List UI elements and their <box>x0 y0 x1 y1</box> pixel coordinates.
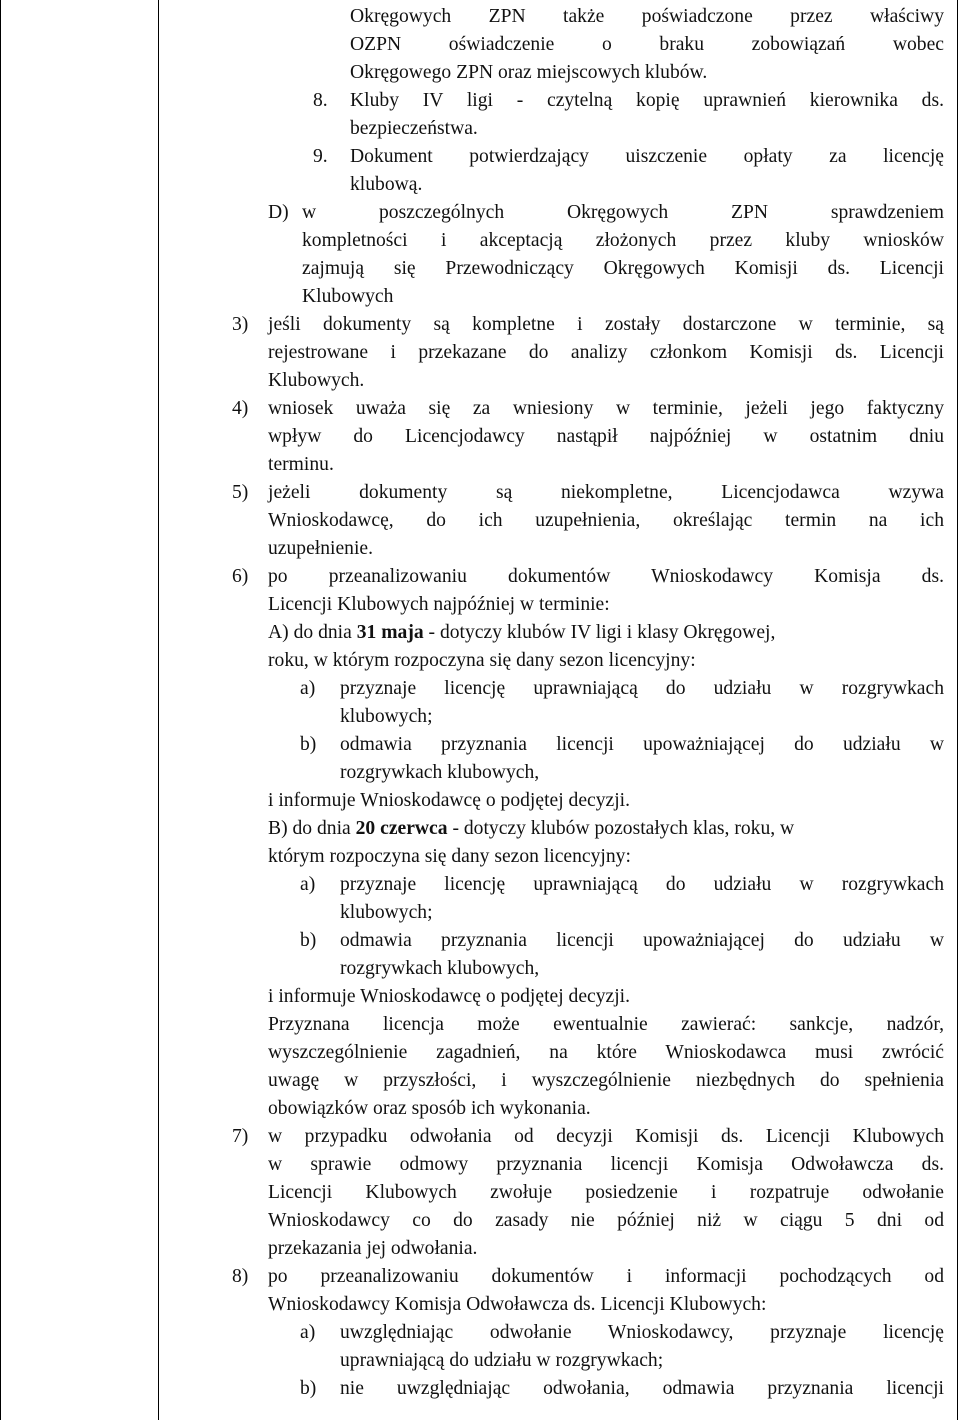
text-line: i informuje Wnioskodawcę o podjętej decyzji. <box>268 986 631 1007</box>
text-line: rozgrywkach klubowych, <box>340 958 540 979</box>
text-line: uwzględniając odwołanie Wnioskodawcy, przyznaje licencję <box>340 1322 944 1343</box>
text-line: którym rozpoczyna się dany sezon licencyjny: <box>268 846 631 867</box>
list-letter: a) <box>300 678 316 699</box>
text-line: uwagę w przyszłości, i wyszczególnienie niezbędnych do spełnienia <box>268 1070 944 1091</box>
text-line: Licencji Klubowych zwołuje posiedzenie i rozpatruje odwołanie <box>268 1182 944 1203</box>
text-line: roku, w którym rozpoczyna się dany sezon licencyjny: <box>268 650 696 671</box>
list-number: 5) <box>232 482 249 503</box>
list-letter: a) <box>300 874 316 895</box>
text-line: po przeanalizowaniu dokumentów i informacji pochodzących od <box>268 1266 944 1287</box>
text-line: wyszczególnienie zagadnień, na które Wnioskodawca musi zwrócić <box>268 1042 944 1063</box>
deadline-b-date: 20 czerwca <box>355 818 448 839</box>
deadline-b-line <box>268 815 794 843</box>
text-line: i informuje Wnioskodawcę o podjętej decyzji. <box>268 790 631 811</box>
text-line: Wnioskodawcę, do ich uzupełnienia, określając termin na ich <box>268 510 944 531</box>
text-line: uprawniającą do udziału w rozgrywkach; <box>340 1350 664 1371</box>
list-number: 8) <box>232 1266 249 1287</box>
deadline-a-line <box>268 619 775 647</box>
text-line: rozgrywkach klubowych, <box>340 762 540 783</box>
text-line: przyznaje licencję uprawniającą do udziału w rozgrywkach <box>340 874 944 895</box>
text-line: jeśli dokumenty są kompletne i zostały dostarczone w terminie, są <box>268 314 944 335</box>
text-line: w sprawie odmowy przyznania licencji Komisja Odwoławcza ds. <box>268 1154 944 1175</box>
list-letter: a) <box>300 1322 316 1343</box>
text-line: Kluby IV ligi - czytelną kopię uprawnień kierownika ds. <box>350 90 944 111</box>
text-line: Klubowych. <box>268 370 365 391</box>
list-number: 8. <box>313 90 328 111</box>
list-letter: b) <box>300 1378 317 1399</box>
list-number: 9. <box>313 146 328 167</box>
text-line: wniosek uważa się za wniesiony w terminie, jeżeli jego faktyczny <box>268 398 944 419</box>
text-line: przyznaje licencję uprawniającą do udziału w rozgrywkach <box>340 678 944 699</box>
list-number: 4) <box>232 398 249 419</box>
text-line: w przypadku odwołania od decyzji Komisji ds. Licencji Klubowych <box>268 1126 944 1147</box>
text-line: nie uwzględniając odwołania, odmawia przyznania licencji <box>340 1378 944 1399</box>
deadline-a-prefix: A) do dnia <box>268 622 357 643</box>
text-line: rejestrowane i przekazane do analizy członkom Komisji ds. Licencji <box>268 342 944 363</box>
text-line: Wnioskodawcy Komisja Odwoławcza ds. Licencji Klubowych: <box>268 1294 767 1315</box>
text-line: po przeanalizowaniu dokumentów Wnioskodawcy Komisja ds. <box>268 566 944 587</box>
text-line: Przyznana licencja może ewentualnie zawierać: sankcje, nadzór, <box>268 1014 944 1035</box>
list-number: 3) <box>232 314 249 335</box>
list-letter: D) <box>268 202 289 223</box>
text-line: terminu. <box>268 454 334 475</box>
text-line: uzupełnienie. <box>268 538 374 559</box>
deadline-a-date: 31 maja <box>356 622 424 643</box>
text-line: Okręgowego ZPN oraz miejscowych klubów. <box>350 62 708 83</box>
list-number: 6) <box>232 566 249 587</box>
list-number: 7) <box>232 1126 249 1147</box>
text-line: zajmują się Przewodniczący Okręgowych Komisji ds. Licencji <box>302 258 944 279</box>
text-line: klubową. <box>350 174 423 195</box>
text-line: OZPN oświadczenie o braku zobowiązań wobec <box>350 34 944 55</box>
text-line: wpływ do Licencjodawcy nastąpił najpóźniej w ostatnim dniu <box>268 426 944 447</box>
list-letter: b) <box>300 930 317 951</box>
text-line: jeżeli dokumenty są niekompletne, Licencjodawca wzywa <box>268 482 944 503</box>
text-line: klubowych; <box>340 902 433 923</box>
text-line: Licencji Klubowych najpóźniej w terminie: <box>268 594 610 615</box>
column-divider <box>158 0 159 1420</box>
text-line: w poszczególnych Okręgowych ZPN sprawdzeniem <box>302 202 944 223</box>
deadline-a-suffix: - dotyczy klubów IV ligi i klasy Okręgowej, <box>423 622 776 643</box>
list-letter: b) <box>300 734 317 755</box>
text-line: obowiązków oraz sposób ich wykonania. <box>268 1098 591 1119</box>
text-line: bezpieczeństwa. <box>350 118 478 139</box>
deadline-b-suffix: - dotyczy klubów pozostałych klas, roku, w <box>447 818 795 839</box>
text-line: Klubowych <box>302 286 394 307</box>
text-line: Wnioskodawcy co do zasady nie później niż w ciągu 5 dni od <box>268 1210 944 1231</box>
text-line: Okręgowych ZPN także poświadczone przez właściwy <box>350 6 944 27</box>
text-line: kompletności i akceptacją złożonych przez kluby wniosków <box>302 230 944 251</box>
text-line: Dokument potwierdzający uiszczenie opłaty za licencję <box>350 146 944 167</box>
text-line: klubowych; <box>340 706 433 727</box>
deadline-b-prefix: B) do dnia <box>268 818 356 839</box>
text-line: odmawia przyznania licencji upoważniającej do udziału w <box>340 734 944 755</box>
text-line: przekazania jej odwołania. <box>268 1238 478 1259</box>
text-line: odmawia przyznania licencji upoważniającej do udziału w <box>340 930 944 951</box>
